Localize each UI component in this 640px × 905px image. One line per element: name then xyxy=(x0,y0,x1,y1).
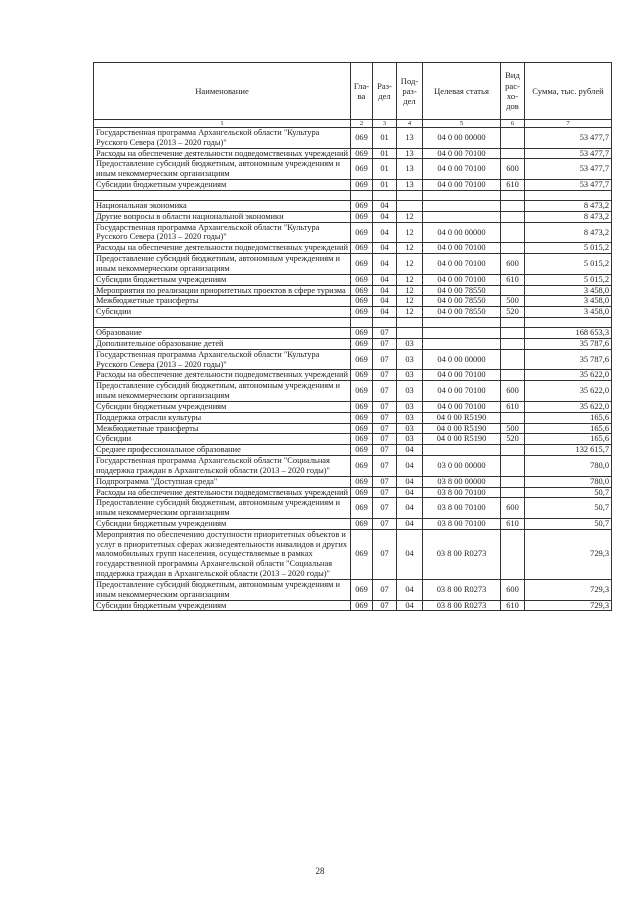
cell-vid xyxy=(501,148,525,159)
table-row xyxy=(94,296,612,307)
cell-razdel: 04 xyxy=(373,200,397,211)
cell-podrazdel: 03 xyxy=(397,423,423,434)
spacer-cell xyxy=(525,190,612,200)
cell-target: 03 8 00 70100 xyxy=(423,487,501,498)
cell-target: 04 0 00 70100 xyxy=(423,254,501,275)
cell-razdel: 07 xyxy=(373,338,397,349)
cell-glava: 069 xyxy=(351,328,373,339)
cell-sum: 53 477,7 xyxy=(525,180,612,191)
cell-podrazdel: 04 xyxy=(397,498,423,519)
cell-razdel: 01 xyxy=(373,148,397,159)
cell-sum: 35 787,6 xyxy=(525,349,612,370)
cell-name: Расходы на обеспечение деятельности подведомственных учреждений xyxy=(94,243,351,254)
cell-target: 03 8 00 R0273 xyxy=(423,579,501,600)
cell-sum: 35 622,0 xyxy=(525,381,612,402)
cell-razdel: 07 xyxy=(373,600,397,611)
cell-name: Субсидии бюджетным учреждениям xyxy=(94,274,351,285)
cell-glava: 069 xyxy=(351,518,373,529)
column-number: 6 xyxy=(501,120,525,128)
table-row xyxy=(94,211,612,222)
spacer-cell xyxy=(373,190,397,200)
cell-razdel: 07 xyxy=(373,423,397,434)
cell-sum: 5 015,2 xyxy=(525,254,612,275)
table-row xyxy=(94,148,612,159)
cell-name: Государственная программа Архангельской области "Культура Русского Севера (2013 – 2020 годы)" xyxy=(94,349,351,370)
table-row xyxy=(94,370,612,381)
cell-vid: 600 xyxy=(501,159,525,180)
spacer-cell xyxy=(423,190,501,200)
cell-podrazdel: 13 xyxy=(397,148,423,159)
spacer-cell xyxy=(423,318,501,328)
cell-target: 04 0 00 00000 xyxy=(423,349,501,370)
cell-glava: 069 xyxy=(351,200,373,211)
table-row xyxy=(94,274,612,285)
cell-name: Расходы на обеспечение деятельности подведомственных учреждений xyxy=(94,370,351,381)
cell-sum: 165,6 xyxy=(525,423,612,434)
cell-name: Государственная программа Архангельской области "Социальная поддержка граждан в Архангельской области (2013 – 2020 годы)" xyxy=(94,456,351,477)
spacer-cell xyxy=(525,318,612,328)
cell-sum: 35 622,0 xyxy=(525,401,612,412)
cell-target: 04 0 00 78550 xyxy=(423,285,501,296)
cell-podrazdel: 03 xyxy=(397,434,423,445)
table-spacer-row xyxy=(94,190,612,200)
cell-target xyxy=(423,328,501,339)
cell-razdel: 07 xyxy=(373,328,397,339)
cell-name: Расходы на обеспечение деятельности подведомственных учреждений xyxy=(94,487,351,498)
table-row xyxy=(94,529,612,579)
cell-glava: 069 xyxy=(351,498,373,519)
cell-name: Государственная программа Архангельской области "Культура Русского Севера (2013 – 2020 годы)" xyxy=(94,222,351,243)
cell-glava: 069 xyxy=(351,254,373,275)
cell-vid: 610 xyxy=(501,180,525,191)
cell-podrazdel: 13 xyxy=(397,159,423,180)
cell-razdel: 07 xyxy=(373,476,397,487)
table-row xyxy=(94,401,612,412)
cell-sum: 780,0 xyxy=(525,456,612,477)
cell-glava: 069 xyxy=(351,445,373,456)
cell-name: Другие вопросы в области национальной экономики xyxy=(94,211,351,222)
cell-vid xyxy=(501,445,525,456)
cell-glava: 069 xyxy=(351,434,373,445)
table-spacer-row xyxy=(94,318,612,328)
table-row xyxy=(94,243,612,254)
cell-sum: 50,7 xyxy=(525,487,612,498)
table-row xyxy=(94,487,612,498)
column-number: 4 xyxy=(397,120,423,128)
header-razdel: Раз-дел xyxy=(373,63,397,120)
cell-name: Мероприятия по реализации приоритетных проектов в сфере туризма xyxy=(94,285,351,296)
table-row xyxy=(94,200,612,211)
cell-sum: 132 615,7 xyxy=(525,445,612,456)
cell-target xyxy=(423,200,501,211)
cell-target: 04 0 00 70100 xyxy=(423,381,501,402)
cell-podrazdel: 12 xyxy=(397,211,423,222)
cell-vid: 610 xyxy=(501,518,525,529)
cell-glava: 069 xyxy=(351,222,373,243)
header-name: Наименование xyxy=(94,63,351,120)
cell-name: Среднее профессиональное образование xyxy=(94,445,351,456)
cell-name: Субсидии xyxy=(94,434,351,445)
cell-sum: 5 015,2 xyxy=(525,243,612,254)
cell-vid: 610 xyxy=(501,401,525,412)
cell-vid xyxy=(501,328,525,339)
cell-sum: 53 477,7 xyxy=(525,148,612,159)
table-row xyxy=(94,434,612,445)
cell-razdel: 04 xyxy=(373,254,397,275)
cell-target: 04 0 00 78550 xyxy=(423,296,501,307)
cell-razdel: 04 xyxy=(373,285,397,296)
cell-sum: 729,3 xyxy=(525,529,612,579)
cell-vid xyxy=(501,412,525,423)
cell-vid: 600 xyxy=(501,381,525,402)
cell-vid: 500 xyxy=(501,423,525,434)
table-row xyxy=(94,476,612,487)
cell-name: Дополнительное образование детей xyxy=(94,338,351,349)
cell-target xyxy=(423,445,501,456)
cell-vid: 600 xyxy=(501,579,525,600)
cell-target: 04 0 00 70100 xyxy=(423,148,501,159)
cell-name: Предоставление субсидий бюджетным, автономным учреждениям и иным некоммерческим организациям xyxy=(94,381,351,402)
cell-razdel: 07 xyxy=(373,349,397,370)
table-header-row xyxy=(94,63,612,120)
cell-glava: 069 xyxy=(351,476,373,487)
cell-razdel: 07 xyxy=(373,579,397,600)
cell-sum: 729,3 xyxy=(525,600,612,611)
cell-razdel: 07 xyxy=(373,518,397,529)
cell-sum: 165,6 xyxy=(525,434,612,445)
cell-name: Подпрограмма "Доступная среда" xyxy=(94,476,351,487)
cell-glava: 069 xyxy=(351,600,373,611)
cell-glava: 069 xyxy=(351,128,373,149)
cell-podrazdel: 04 xyxy=(397,518,423,529)
cell-glava: 069 xyxy=(351,456,373,477)
cell-sum: 35 787,6 xyxy=(525,338,612,349)
budget-table xyxy=(93,62,612,611)
cell-razdel: 01 xyxy=(373,128,397,149)
cell-podrazdel: 04 xyxy=(397,456,423,477)
cell-glava: 069 xyxy=(351,285,373,296)
cell-glava: 069 xyxy=(351,296,373,307)
table-row xyxy=(94,412,612,423)
table-row xyxy=(94,222,612,243)
cell-podrazdel xyxy=(397,328,423,339)
cell-razdel: 04 xyxy=(373,222,397,243)
cell-razdel: 04 xyxy=(373,274,397,285)
cell-razdel: 07 xyxy=(373,498,397,519)
cell-glava: 069 xyxy=(351,243,373,254)
header-glava: Гла-ва xyxy=(351,63,373,120)
cell-podrazdel xyxy=(397,200,423,211)
cell-podrazdel: 04 xyxy=(397,476,423,487)
cell-vid xyxy=(501,200,525,211)
cell-target: 04 0 00 70100 xyxy=(423,401,501,412)
table-row xyxy=(94,579,612,600)
cell-podrazdel: 04 xyxy=(397,487,423,498)
table-row xyxy=(94,600,612,611)
cell-name: Предоставление субсидий бюджетным, автономным учреждениям и иным некоммерческим организациям xyxy=(94,159,351,180)
cell-target: 04 0 00 70100 xyxy=(423,274,501,285)
cell-target: 04 0 00 78550 xyxy=(423,307,501,318)
cell-sum: 53 477,7 xyxy=(525,159,612,180)
cell-glava: 069 xyxy=(351,579,373,600)
cell-podrazdel: 12 xyxy=(397,285,423,296)
cell-podrazdel: 03 xyxy=(397,381,423,402)
cell-target: 03 8 00 R0273 xyxy=(423,529,501,579)
table-row xyxy=(94,307,612,318)
cell-podrazdel: 12 xyxy=(397,296,423,307)
cell-glava: 069 xyxy=(351,148,373,159)
cell-razdel: 01 xyxy=(373,159,397,180)
cell-sum: 780,0 xyxy=(525,476,612,487)
cell-target xyxy=(423,211,501,222)
cell-vid: 610 xyxy=(501,274,525,285)
cell-podrazdel: 03 xyxy=(397,401,423,412)
spacer-cell xyxy=(397,318,423,328)
cell-glava: 069 xyxy=(351,529,373,579)
cell-razdel: 07 xyxy=(373,529,397,579)
cell-name: Государственная программа Архангельской области "Культура Русского Севера (2013 – 2020 годы)" xyxy=(94,128,351,149)
cell-target: 04 0 00 70100 xyxy=(423,370,501,381)
cell-name: Субсидии бюджетным учреждениям xyxy=(94,401,351,412)
header-vid: Вид рас-хо-дов xyxy=(501,63,525,120)
cell-vid: 610 xyxy=(501,600,525,611)
table-row xyxy=(94,328,612,339)
table-row xyxy=(94,254,612,275)
cell-vid: 600 xyxy=(501,254,525,275)
cell-target: 03 8 00 R0273 xyxy=(423,600,501,611)
cell-razdel: 07 xyxy=(373,370,397,381)
cell-glava: 069 xyxy=(351,381,373,402)
cell-vid xyxy=(501,243,525,254)
cell-razdel: 07 xyxy=(373,401,397,412)
cell-glava: 069 xyxy=(351,412,373,423)
cell-name: Предоставление субсидий бюджетным, автономным учреждениям и иным некоммерческим организациям xyxy=(94,498,351,519)
cell-target: 04 0 00 R5190 xyxy=(423,423,501,434)
table-row xyxy=(94,498,612,519)
cell-name: Межбюджетные трансферты xyxy=(94,423,351,434)
cell-podrazdel: 13 xyxy=(397,180,423,191)
table-row xyxy=(94,423,612,434)
column-number: 3 xyxy=(373,120,397,128)
cell-podrazdel: 04 xyxy=(397,445,423,456)
cell-vid xyxy=(501,529,525,579)
spacer-cell xyxy=(397,190,423,200)
cell-glava: 069 xyxy=(351,211,373,222)
cell-sum: 729,3 xyxy=(525,579,612,600)
page-number: 28 xyxy=(315,866,325,876)
cell-vid xyxy=(501,128,525,149)
cell-vid: 500 xyxy=(501,296,525,307)
cell-podrazdel: 04 xyxy=(397,600,423,611)
cell-razdel: 07 xyxy=(373,381,397,402)
cell-name: Мероприятия по обеспечению доступности приоритетных объектов и услуг в приоритетных сферах жизнедеятельности инвалидов и других маломобильных групп населения, осуществляемые в рамках государственной программы Архангельской области "Социальная поддержка граждан в Архангельской области (2013 – 2020 годы)" xyxy=(94,529,351,579)
cell-sum: 168 653,3 xyxy=(525,328,612,339)
cell-sum: 3 458,0 xyxy=(525,285,612,296)
cell-target: 04 0 00 R5190 xyxy=(423,434,501,445)
cell-vid xyxy=(501,456,525,477)
cell-vid: 600 xyxy=(501,498,525,519)
cell-sum: 8 473,2 xyxy=(525,211,612,222)
cell-razdel: 04 xyxy=(373,243,397,254)
cell-sum: 53 477,7 xyxy=(525,128,612,149)
spacer-cell xyxy=(94,190,351,200)
cell-podrazdel: 03 xyxy=(397,338,423,349)
cell-glava: 069 xyxy=(351,307,373,318)
cell-vid xyxy=(501,349,525,370)
cell-razdel: 04 xyxy=(373,296,397,307)
cell-podrazdel: 03 xyxy=(397,370,423,381)
cell-vid xyxy=(501,487,525,498)
cell-podrazdel: 12 xyxy=(397,307,423,318)
cell-podrazdel: 03 xyxy=(397,349,423,370)
table-row xyxy=(94,456,612,477)
table-row xyxy=(94,159,612,180)
cell-name: Субсидии xyxy=(94,307,351,318)
cell-podrazdel: 12 xyxy=(397,254,423,275)
cell-glava: 069 xyxy=(351,401,373,412)
column-number: 1 xyxy=(94,120,351,128)
cell-razdel: 07 xyxy=(373,412,397,423)
cell-sum: 50,7 xyxy=(525,518,612,529)
cell-target: 03 8 00 00000 xyxy=(423,476,501,487)
cell-name: Субсидии бюджетным учреждениям xyxy=(94,518,351,529)
cell-name: Образование xyxy=(94,328,351,339)
cell-glava: 069 xyxy=(351,338,373,349)
cell-sum: 165,6 xyxy=(525,412,612,423)
cell-vid xyxy=(501,370,525,381)
table-row xyxy=(94,128,612,149)
cell-name: Субсидии бюджетным учреждениям xyxy=(94,180,351,191)
cell-podrazdel: 13 xyxy=(397,128,423,149)
cell-name: Национальная экономика xyxy=(94,200,351,211)
cell-razdel: 07 xyxy=(373,487,397,498)
cell-name: Поддержка отрасли культуры xyxy=(94,412,351,423)
cell-vid xyxy=(501,338,525,349)
column-number: 2 xyxy=(351,120,373,128)
column-number: 7 xyxy=(525,120,612,128)
cell-glava: 069 xyxy=(351,487,373,498)
cell-sum: 8 473,2 xyxy=(525,200,612,211)
header-target: Целевая статья xyxy=(423,63,501,120)
cell-target: 04 0 00 00000 xyxy=(423,222,501,243)
table-body xyxy=(94,128,612,611)
cell-target: 04 0 00 70100 xyxy=(423,180,501,191)
spacer-cell xyxy=(501,190,525,200)
spacer-cell xyxy=(373,318,397,328)
spacer-cell xyxy=(501,318,525,328)
spacer-cell xyxy=(351,318,373,328)
cell-target: 04 0 00 R5190 xyxy=(423,412,501,423)
cell-podrazdel: 04 xyxy=(397,529,423,579)
cell-name: Субсидии бюджетным учреждениям xyxy=(94,600,351,611)
cell-glava: 069 xyxy=(351,423,373,434)
column-number-row xyxy=(94,120,612,128)
cell-target: 04 0 00 70100 xyxy=(423,243,501,254)
cell-vid xyxy=(501,222,525,243)
cell-razdel: 07 xyxy=(373,434,397,445)
table-row xyxy=(94,445,612,456)
cell-target: 03 8 00 70100 xyxy=(423,498,501,519)
table-row xyxy=(94,180,612,191)
cell-sum: 3 458,0 xyxy=(525,307,612,318)
cell-razdel: 04 xyxy=(373,211,397,222)
cell-podrazdel: 12 xyxy=(397,274,423,285)
cell-target: 03 8 00 70100 xyxy=(423,518,501,529)
cell-vid xyxy=(501,285,525,296)
cell-podrazdel: 12 xyxy=(397,222,423,243)
cell-name: Предоставление субсидий бюджетным, автономным учреждениям и иным некоммерческим организациям xyxy=(94,254,351,275)
cell-sum: 8 473,2 xyxy=(525,222,612,243)
cell-target: 03 0 00 00000 xyxy=(423,456,501,477)
table-row xyxy=(94,381,612,402)
cell-podrazdel: 04 xyxy=(397,579,423,600)
cell-razdel: 07 xyxy=(373,445,397,456)
table-row xyxy=(94,338,612,349)
header-podrazdel: Под-раз-дел xyxy=(397,63,423,120)
cell-vid xyxy=(501,476,525,487)
spacer-cell xyxy=(94,318,351,328)
cell-sum: 50,7 xyxy=(525,498,612,519)
cell-target: 04 0 00 00000 xyxy=(423,128,501,149)
cell-sum: 35 622,0 xyxy=(525,370,612,381)
column-number: 5 xyxy=(423,120,501,128)
cell-target xyxy=(423,338,501,349)
cell-sum: 5 015,2 xyxy=(525,274,612,285)
cell-vid: 520 xyxy=(501,307,525,318)
header-sum: Сумма, тыс. рублей xyxy=(525,63,612,120)
cell-glava: 069 xyxy=(351,274,373,285)
cell-name: Межбюджетные трансферты xyxy=(94,296,351,307)
table-row xyxy=(94,285,612,296)
cell-glava: 069 xyxy=(351,159,373,180)
cell-podrazdel: 03 xyxy=(397,412,423,423)
cell-name: Предоставление субсидий бюджетным, автономным учреждениям и иным некоммерческим организациям xyxy=(94,579,351,600)
cell-glava: 069 xyxy=(351,370,373,381)
cell-vid xyxy=(501,211,525,222)
cell-glava: 069 xyxy=(351,180,373,191)
cell-razdel: 07 xyxy=(373,456,397,477)
cell-glava: 069 xyxy=(351,349,373,370)
cell-target: 04 0 00 70100 xyxy=(423,159,501,180)
cell-vid: 520 xyxy=(501,434,525,445)
table-row xyxy=(94,518,612,529)
cell-podrazdel: 12 xyxy=(397,243,423,254)
cell-razdel: 01 xyxy=(373,180,397,191)
cell-sum: 3 458,0 xyxy=(525,296,612,307)
cell-name: Расходы на обеспечение деятельности подведомственных учреждений xyxy=(94,148,351,159)
spacer-cell xyxy=(351,190,373,200)
table-row xyxy=(94,349,612,370)
cell-razdel: 04 xyxy=(373,307,397,318)
